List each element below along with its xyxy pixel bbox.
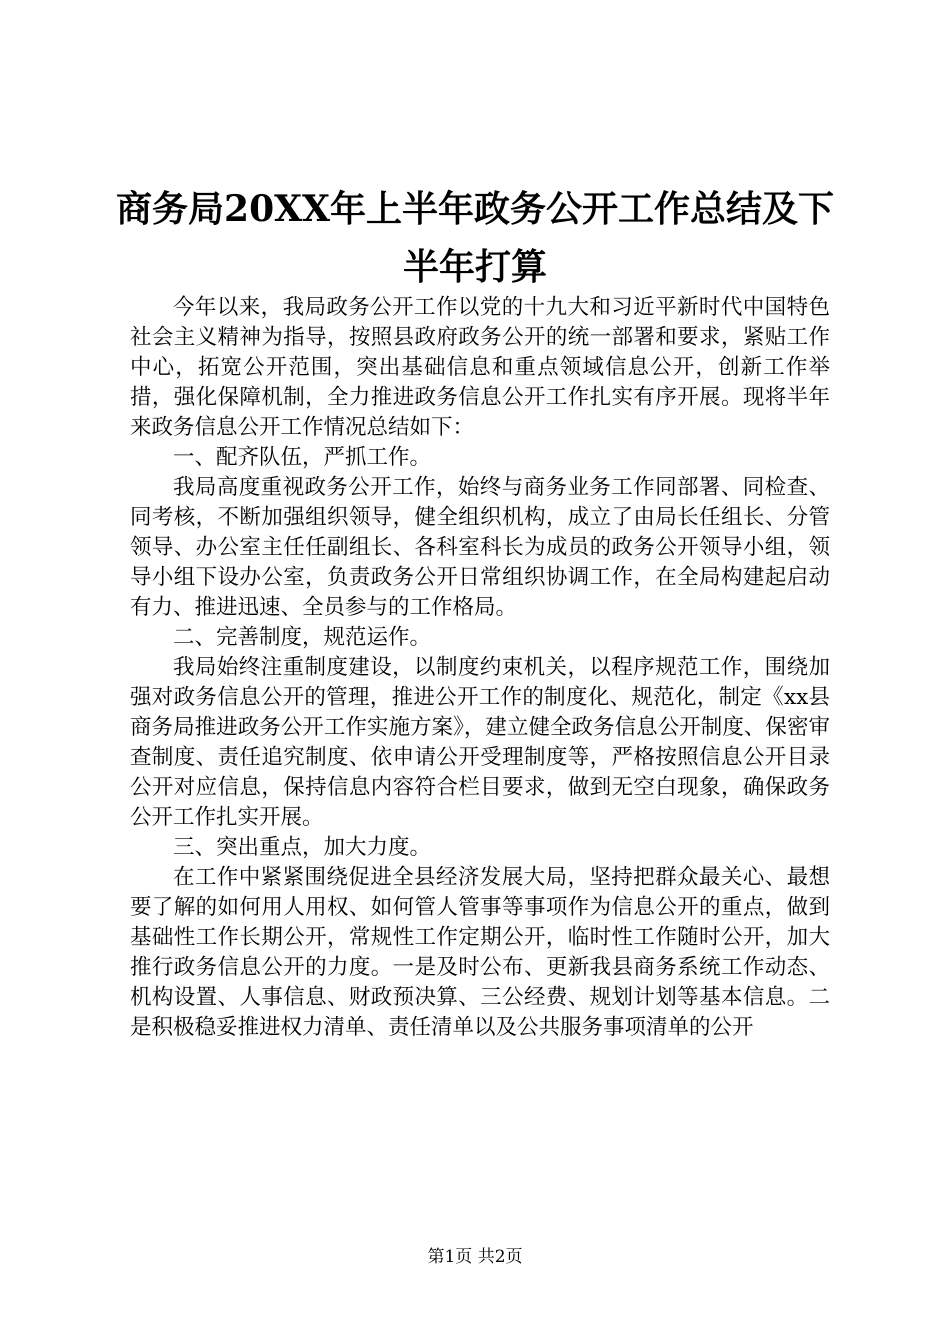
section-paragraph-1: 我局高度重视政务公开工作，始终与商务业务工作同部署、同检查、同考核，不断加强组织领导，健全组织机构，成立了由局长任组长、分管领导、办公室主任任副组长、各科室科长为成员的政务公开领导小组，领导小组下设办公室，负责政务公开日常组织协调工作，在全局构建起启动有力、推进迅速、全员参与的工作格局。: [130, 475, 830, 620]
section-paragraph-2: 我局始终注重制度建设，以制度约束机关，以程序规范工作，围绕加强对政务信息公开的管理，推进公开工作的制度化、规范化，制定《xx县商务局推进政务公开工作实施方案》，建立健全政务信息公开制度、保密审查制度、责任追究制度、依申请公开受理制度等，严格按照信息公开目录公开对应信息，保持信息内容符合栏目要求，做到无空白现象，确保政务公开工作扎实开展。: [130, 655, 830, 830]
section-heading-2: 二、完善制度，规范运作。: [173, 625, 432, 650]
section-heading-1: 一、配齐队伍，严抓工作。: [173, 445, 432, 470]
document-body: [130, 293, 830, 1043]
page-number-footer: 第1页 共2页: [427, 1247, 523, 1267]
document-title-line-1: 商务局20XX年上半年政务公开工作总结及下: [116, 188, 834, 230]
document-title-line-2: 半年打算: [402, 246, 547, 288]
section-paragraph-3: 在工作中紧紧围绕促进全县经济发展大局，坚持把群众最关心、最想要了解的如何用人用权、如何管人管事等事项作为信息公开的重点，做到基础性工作长期公开，常规性工作定期公开，临时性工作随时公开，加大推行政务信息公开的力度。一是及时公布、更新我县商务系统工作动态、机构设置、人事信息、财政预决算、三公经费、规划计划等基本信息。二是积极稳妥推进权力清单、责任清单以及公共服务事项清单的公开: [130, 865, 830, 1040]
section-heading-3: 三、突出重点，加大力度。: [173, 835, 432, 860]
intro-paragraph: 今年以来，我局政务公开工作以党的十九大和习近平新时代中国特色社会主义精神为指导，按照县政府政务公开的统一部署和要求，紧贴工作中心，拓宽公开范围，突出基础信息和重点领域信息公开，创新工作举措，强化保障机制，全力推进政务信息公开工作扎实有序开展。现将半年来政务信息公开工作情况总结如下：: [130, 295, 830, 440]
